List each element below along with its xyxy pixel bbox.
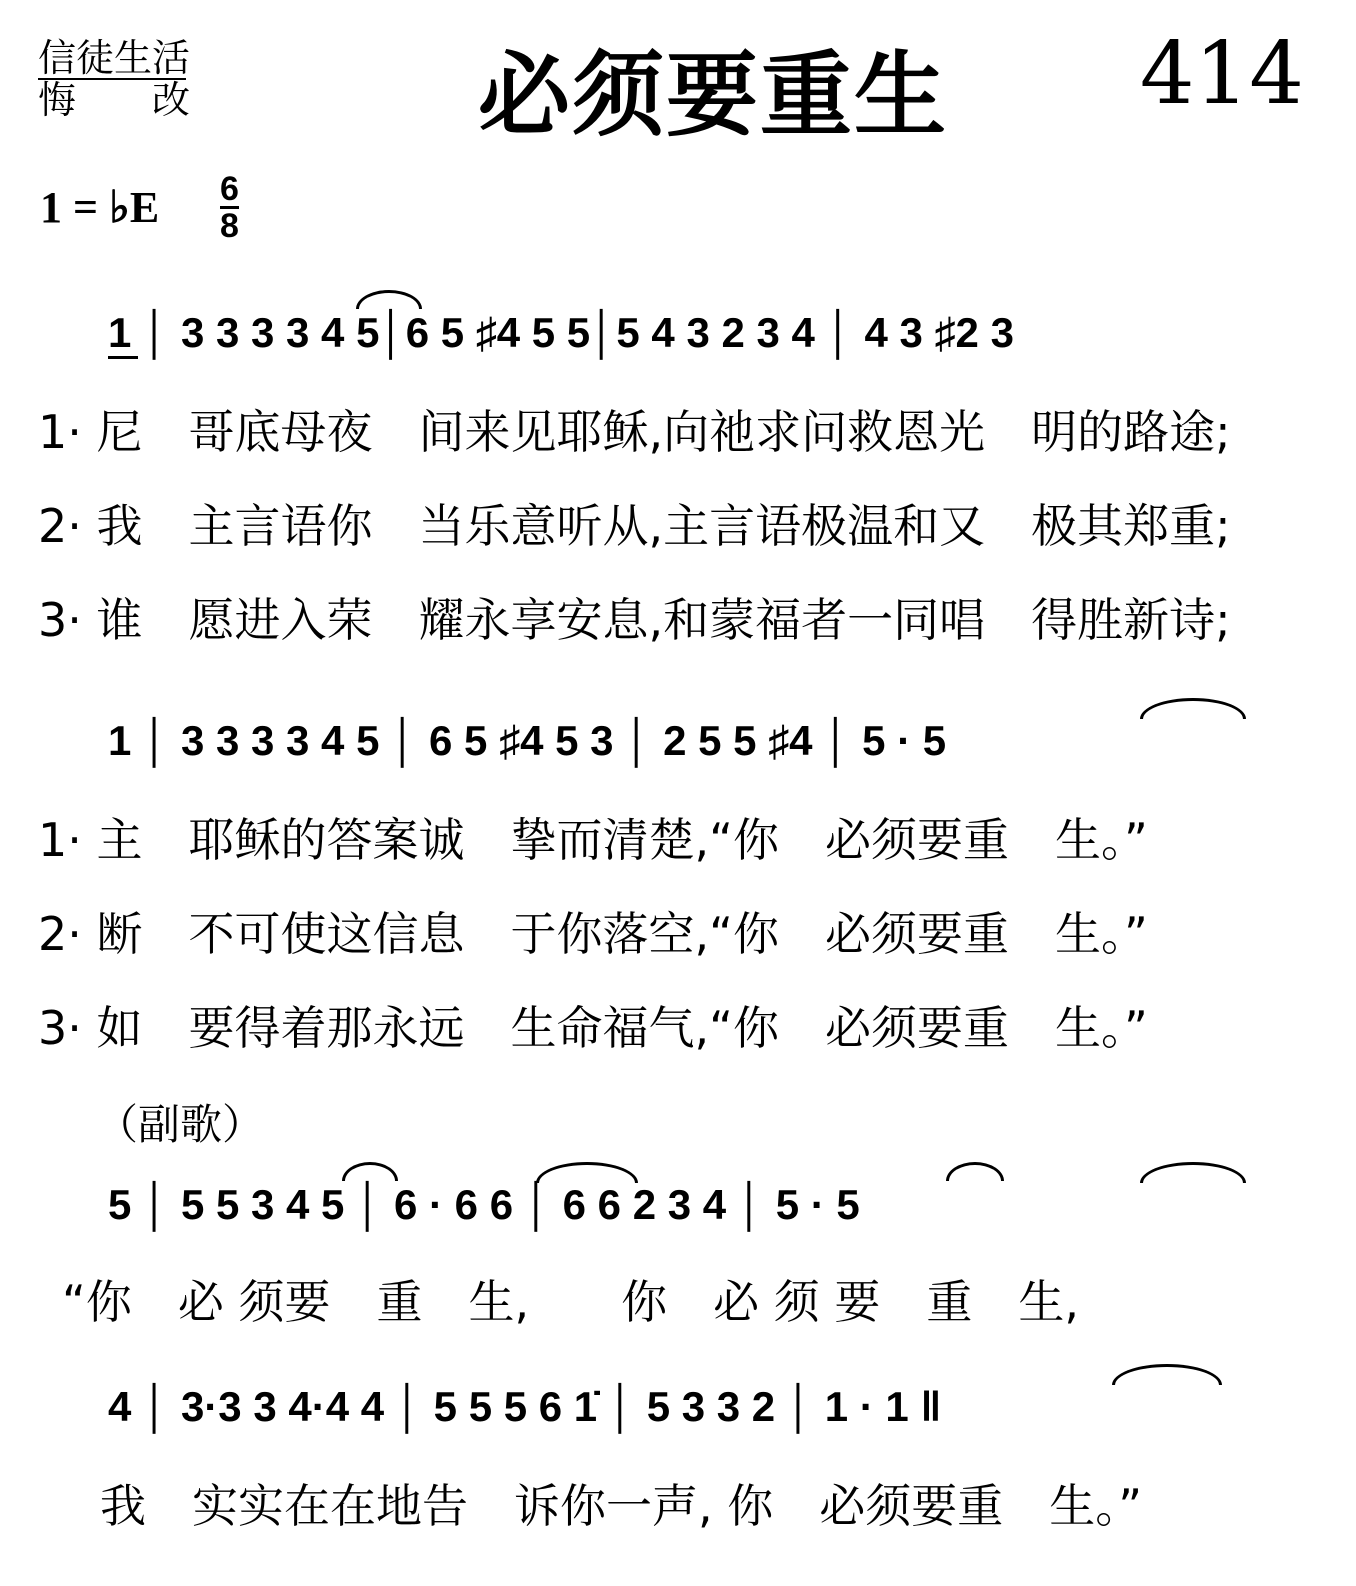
hymn-number: 414 xyxy=(1139,24,1304,124)
chorus-label: （副歌） xyxy=(96,1100,265,1149)
source-category: 信徒生活 xyxy=(38,36,191,80)
notation-line-1: 1 │ 3 3 3 3 4 5│6 5 ♯4 5 5│5 4 3 2 3 4 │ 4 3 ♯2 3 xyxy=(108,309,1014,356)
slur-mark xyxy=(342,1162,398,1181)
slur-mark xyxy=(356,290,422,309)
lyric-line-2-verse-1: 1· 主 耶稣的答案诚 挚而清楚,“你 必须要重 生。” xyxy=(38,813,1148,867)
lyric-line-3: “你 必 须要 重 生, 你 必 须 要 重 生, xyxy=(62,1275,1079,1329)
notation-line-3: 5 │ 5 5 3 4 5 │ 6 · 6 6 │ 6 6 2 3 4 │ 5 · 5 xyxy=(108,1181,860,1228)
tie-mark xyxy=(1140,1162,1246,1183)
tie-mark xyxy=(536,1162,638,1183)
tie-mark xyxy=(1140,698,1246,719)
lyric-line-2-verse-2: 2· 断 不可使这信息 于你落空,“你 必须要重 生。” xyxy=(38,907,1148,961)
time-signature-bottom: 8 xyxy=(220,207,239,245)
underline-mark xyxy=(108,356,138,359)
lyric-line-2-verse-3: 3· 如 要得着那永远 生命福气,“你 必须要重 生。” xyxy=(38,1001,1148,1055)
time-signature xyxy=(220,172,239,243)
tie-mark xyxy=(1112,1364,1222,1385)
slur-mark xyxy=(946,1162,1004,1181)
notation-line-2: 1 │ 3 3 3 3 4 5 │ 6 5 ♯4 5 3 │ 2 5 5 ♯4 │ 5 · 5 xyxy=(108,717,947,764)
lyric-line-1-verse-3: 3· 谁 愿进入荣 耀永享安息,和蒙福者一同唱 得胜新诗; xyxy=(38,593,1231,647)
source-subcategory: 悔 改 xyxy=(38,78,191,122)
hymn-source xyxy=(38,36,191,122)
time-signature-top: 6 xyxy=(220,170,239,208)
lyric-line-1-verse-1: 1· 尼 哥底母夜 间来见耶稣,向祂求问救恩光 明的路途; xyxy=(38,405,1231,459)
key-signature: 1 = ♭E xyxy=(40,183,160,232)
notation-line-4: 4 │ 3·3 3 4·4 4 │ 5 5 5 6 1̇ │ 5 3 3 2 │ 1 · 1 ‖ xyxy=(108,1383,942,1430)
lyric-line-1-verse-2: 2· 我 主言语你 当乐意听从,主言语极温和又 极其郑重; xyxy=(38,499,1231,553)
page-title: 必须要重生 xyxy=(478,41,949,149)
lyric-line-4: 我 实实在在地告 诉你一声, 你 必须要重 生。” xyxy=(100,1479,1143,1533)
